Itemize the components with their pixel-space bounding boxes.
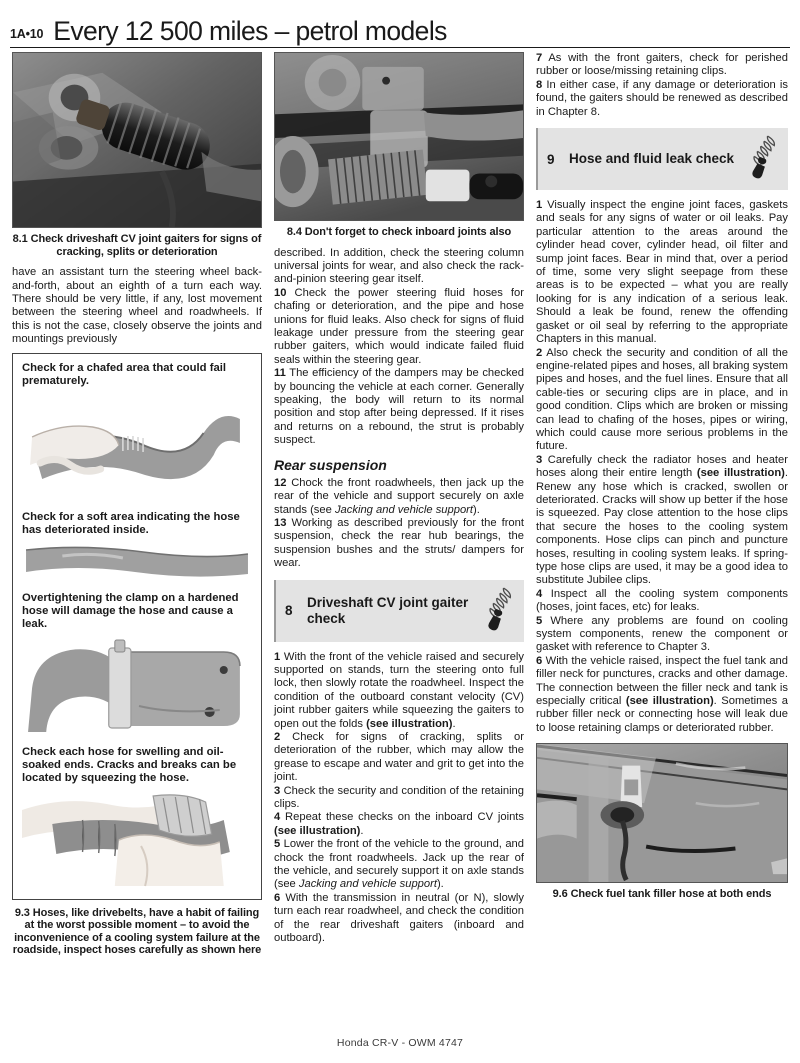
para-12-number: 12 xyxy=(274,476,287,489)
para-10-text: Check the power steering fluid hoses for chafing or deterioration, and the pipe and hose unions for fluid leaks. Also check for signs of fluid leakage under pressure from the steering gear rubber gaiters, which would indicate failed fluid seals within the steering gear. xyxy=(274,286,524,366)
section-9-step-2 xyxy=(536,347,788,454)
spanner-icon xyxy=(748,135,782,183)
s8-step-1-bold: (see illustration) xyxy=(366,717,453,730)
section-9-step-5 xyxy=(536,615,788,655)
rear-suspension-heading: Rear suspension xyxy=(274,456,387,473)
figure-8-4 xyxy=(274,52,524,221)
section-9-number: 9 xyxy=(547,151,555,167)
column-2-continued-text: described. In addition, check the steering column universal joints for wear, and also check the rack-and-pinion steering gear itself. xyxy=(274,246,524,286)
s9-step-6-text-b: . Sometimes a rubber filler neck or connecting hose will leak due to loose retaining clamps or deteriorated rubber. xyxy=(536,695,788,734)
para-12-text-b: ). xyxy=(473,503,480,516)
s9-step-6-number: 6 xyxy=(536,654,543,667)
para-7-number: 7 xyxy=(536,52,543,64)
page-footer: Honda CR-V - OWM 4747 xyxy=(336,1037,464,1049)
s9-step-4-number: 4 xyxy=(536,587,543,600)
s8-step-3-number: 3 xyxy=(274,784,281,797)
hose-tip-2: Check for a soft area indicating the hose has deteriorated inside. xyxy=(22,510,240,536)
s8-step-5-italic: Jacking and vehicle support xyxy=(298,878,437,891)
s9-step-5-number: 5 xyxy=(536,614,543,627)
chafed-hose-photo xyxy=(22,393,252,501)
column-3 xyxy=(536,52,788,1027)
hose-tip-3: Overtightening the clamp on a hardened hose will damage the hose and cause a leak. xyxy=(22,591,239,630)
para-12 xyxy=(274,477,524,517)
soft-hose-photo xyxy=(22,542,252,582)
para-11-number: 11 xyxy=(274,367,286,380)
section-8-header xyxy=(274,580,524,642)
s8-step-3-text: Check the security and condition of the retaining clips. xyxy=(274,784,524,810)
para-7 xyxy=(536,52,788,79)
s8-step-4-number: 4 xyxy=(274,811,281,824)
page-header xyxy=(10,8,790,48)
column-2 xyxy=(274,52,524,1027)
section-8-step-5 xyxy=(274,838,524,892)
three-column-layout xyxy=(12,52,788,1027)
para-13-text: Working as described previously for the front suspension, check the rear hub bearings, the suspension bushes and the struts/ dampers for wear. xyxy=(274,516,524,570)
s9-step-3-bold: (see illustration) xyxy=(696,467,785,480)
s9-step-4-text: Inspect all the cooling system components (hoses, joint faces, etc) for leaks. xyxy=(536,587,788,614)
s8-step-5-text: Lower the front of the vehicle to the ground, and chock the front roadwheels. Jack up the rear of the vehicle, and securely support it on axle stands (see xyxy=(274,838,524,891)
section-8-step-1 xyxy=(274,651,524,731)
inboard-joint-photo xyxy=(274,52,524,221)
para-10-number: 10 xyxy=(274,286,287,299)
figure-8-4-caption: 8.4 Don't forget to check inboard joints also xyxy=(286,226,512,238)
section-8-step-2 xyxy=(274,731,524,785)
para-11-text: The efficiency of the dampers may be checked by bouncing the vehicle at each corner. Generally speaking, the body will return to its normal position and stop after being depressed. If it rises and returns on a rebound, the strut is probably suspect. xyxy=(274,367,524,447)
s8-step-6-number: 6 xyxy=(274,891,281,904)
s9-step-3-text-b: . Renew any hose which is cracked, swollen or deteriorated. Cracks will show up better if the hose is squeezed. Pay close attention to the hose clips that secure the hoses to the cooling system components. Hose clips can pinch and puncture hoses, resulting in cooling system leaks. If spring-type hose clips are used, it may be a good idea to substitute Jubilee clips. xyxy=(536,467,788,587)
section-8-step-6 xyxy=(274,892,524,946)
figure-9-6-caption: 9.6 Check fuel tank filler hose at both ends xyxy=(552,888,772,901)
hose-tip-1: Check for a chafed area that could fail prematurely. xyxy=(22,361,227,387)
driveshaft-cv-joint-gaiter-photo xyxy=(12,52,262,228)
figure-8-1-caption: 8.1 Check driveshaft CV joint gaiters for signs of cracking, splits or deterioration xyxy=(12,233,262,258)
para-12-italic: Jacking and vehicle support xyxy=(334,503,474,516)
fuel-tank-filler-hose-photo xyxy=(536,743,788,883)
section-8-step-3 xyxy=(274,785,524,812)
s9-step-5-text: Where any problems are found on cooling system components, renew the component or gasket with reference to Chapter 3. xyxy=(536,614,788,654)
hose-tip-4: Check each hose for swelling and oil-soaked ends. Cracks and breaks can be located by squeezing the hose. xyxy=(22,745,237,784)
s9-step-2-number: 2 xyxy=(536,346,543,359)
para-10 xyxy=(274,287,524,367)
para-8-number: 8 xyxy=(536,78,543,91)
section-8-step-4 xyxy=(274,811,524,838)
figure-9-6 xyxy=(536,743,788,883)
column-1 xyxy=(12,52,262,1027)
section-9-step-4 xyxy=(536,588,788,615)
s8-step-1-text: With the front of the vehicle raised and securely supported on stands, turn the steering onto full lock, then slowly rotate the roadwheel. Inspect the condition of the outboard constant velocity (CV) joint rubber gaiters while squeezing the gaiters to open out the folds xyxy=(274,650,524,730)
section-8-number: 8 xyxy=(285,603,293,619)
para-12-text-a: Chock the front roadwheels, then jack up the rear of the vehicle and support securely on axle stands (see xyxy=(274,476,524,516)
s8-step-4-bold: (see illustration) xyxy=(274,824,361,837)
para-8-text: In either case, if any damage or deterioration is found, the gaiters should be renewed as described in Chapter 8. xyxy=(536,78,788,118)
s8-step-1-tail: . xyxy=(452,717,456,730)
s9-step-3-number: 3 xyxy=(536,453,543,466)
s9-step-6-text-a: With the vehicle raised, inspect the fuel tank and filler neck for punctures, cracks and other damage. The connection between the filler neck and tank is especially critical xyxy=(536,654,788,708)
figure-8-1 xyxy=(12,52,262,228)
s8-step-5-tail: ). xyxy=(436,878,444,891)
section-9-title: Hose and fluid leak check xyxy=(569,151,735,167)
clamped-hose-photo xyxy=(22,636,252,736)
column-1-continued-text: have an assistant turn the steering wheel back-and-forth, about an eighth of a turn each way. There should be very little, if any, lost movement between the steering wheel and roadwheels. If this is not the case, closely observe the joints and mountings previously xyxy=(12,266,262,346)
hose-inspection-panel xyxy=(12,353,262,900)
section-9-step-6 xyxy=(536,655,788,735)
s9-step-1-number: 1 xyxy=(536,199,543,212)
para-8 xyxy=(536,79,788,119)
spanner-icon xyxy=(484,587,518,635)
s8-step-4-text: Repeat these checks on the inboard CV joints xyxy=(280,811,524,824)
para-11 xyxy=(274,367,524,447)
s9-step-3-text-a: Carefully check the radiator hoses and heater hoses along their entire length xyxy=(536,453,788,480)
s8-step-2-number: 2 xyxy=(274,730,281,743)
s9-step-1-text: Visually inspect the engine joint faces, gaskets and seals for any signs of water or oil leaks. Pay particular attention to the areas around the cylinder head cover, cylinder head, oil filter and sump joint faces. Bear in mind that, over a period of time, some very slight seepage from these areas is to be expected – what you are really looking for is any indication of a serious leak. Should a leak be found, renew the offending gasket or oil seal by referring to the appropriate Chapters in this manual. xyxy=(536,199,788,346)
section-9-header xyxy=(536,128,788,190)
page-title: Every 12 500 miles – petrol models xyxy=(53,15,447,46)
section-8-title: Driveshaft CV joint gaiter check xyxy=(307,595,469,626)
section-9-step-3 xyxy=(536,454,788,588)
para-13 xyxy=(274,517,524,571)
s9-step-6-bold: (see illustration) xyxy=(625,695,714,708)
squeezing-hose-photo xyxy=(22,790,252,890)
figure-9-3-caption: 9.3 Hoses, like drivebelts, have a habit of failing at the worst possible moment – to avoid the inconvenience of a cooling system failure at the roadside, inspect hoses carefully as shown here xyxy=(12,906,262,957)
s8-step-2-text: Check for signs of cracking, splits or deterioration of the rubber, which may allow the grease to escape and water and grit to get into the joint. xyxy=(274,730,524,784)
para-13-number: 13 xyxy=(274,516,287,529)
para-7-text: As with the front gaiters, check for perished rubber or loose/missing retaining clips. xyxy=(536,52,788,78)
s8-step-4-tail: . xyxy=(360,824,364,837)
page-folio: 1A•10 xyxy=(10,27,44,41)
s8-step-5-number: 5 xyxy=(274,838,281,851)
s8-step-6-text: With the transmission in neutral (or N), slowly turn each rear roadwheel, and check the condition of the rear driveshaft gaiters (inboard and outboard). xyxy=(274,891,524,945)
s8-step-1-number: 1 xyxy=(274,650,281,663)
s9-step-2-text: Also check the security and condition of all the engine-related pipes and hoses, all braking system pipes and hoses, and the fuel lines. Ensure that all cable-ties or securing clips are in place, and in good condition. Clips which are broken or missing can lead to chafing of the hoses, pipes or wiring, which could cause more serious problems in the future. xyxy=(536,346,788,453)
section-9-step-1 xyxy=(536,199,788,346)
